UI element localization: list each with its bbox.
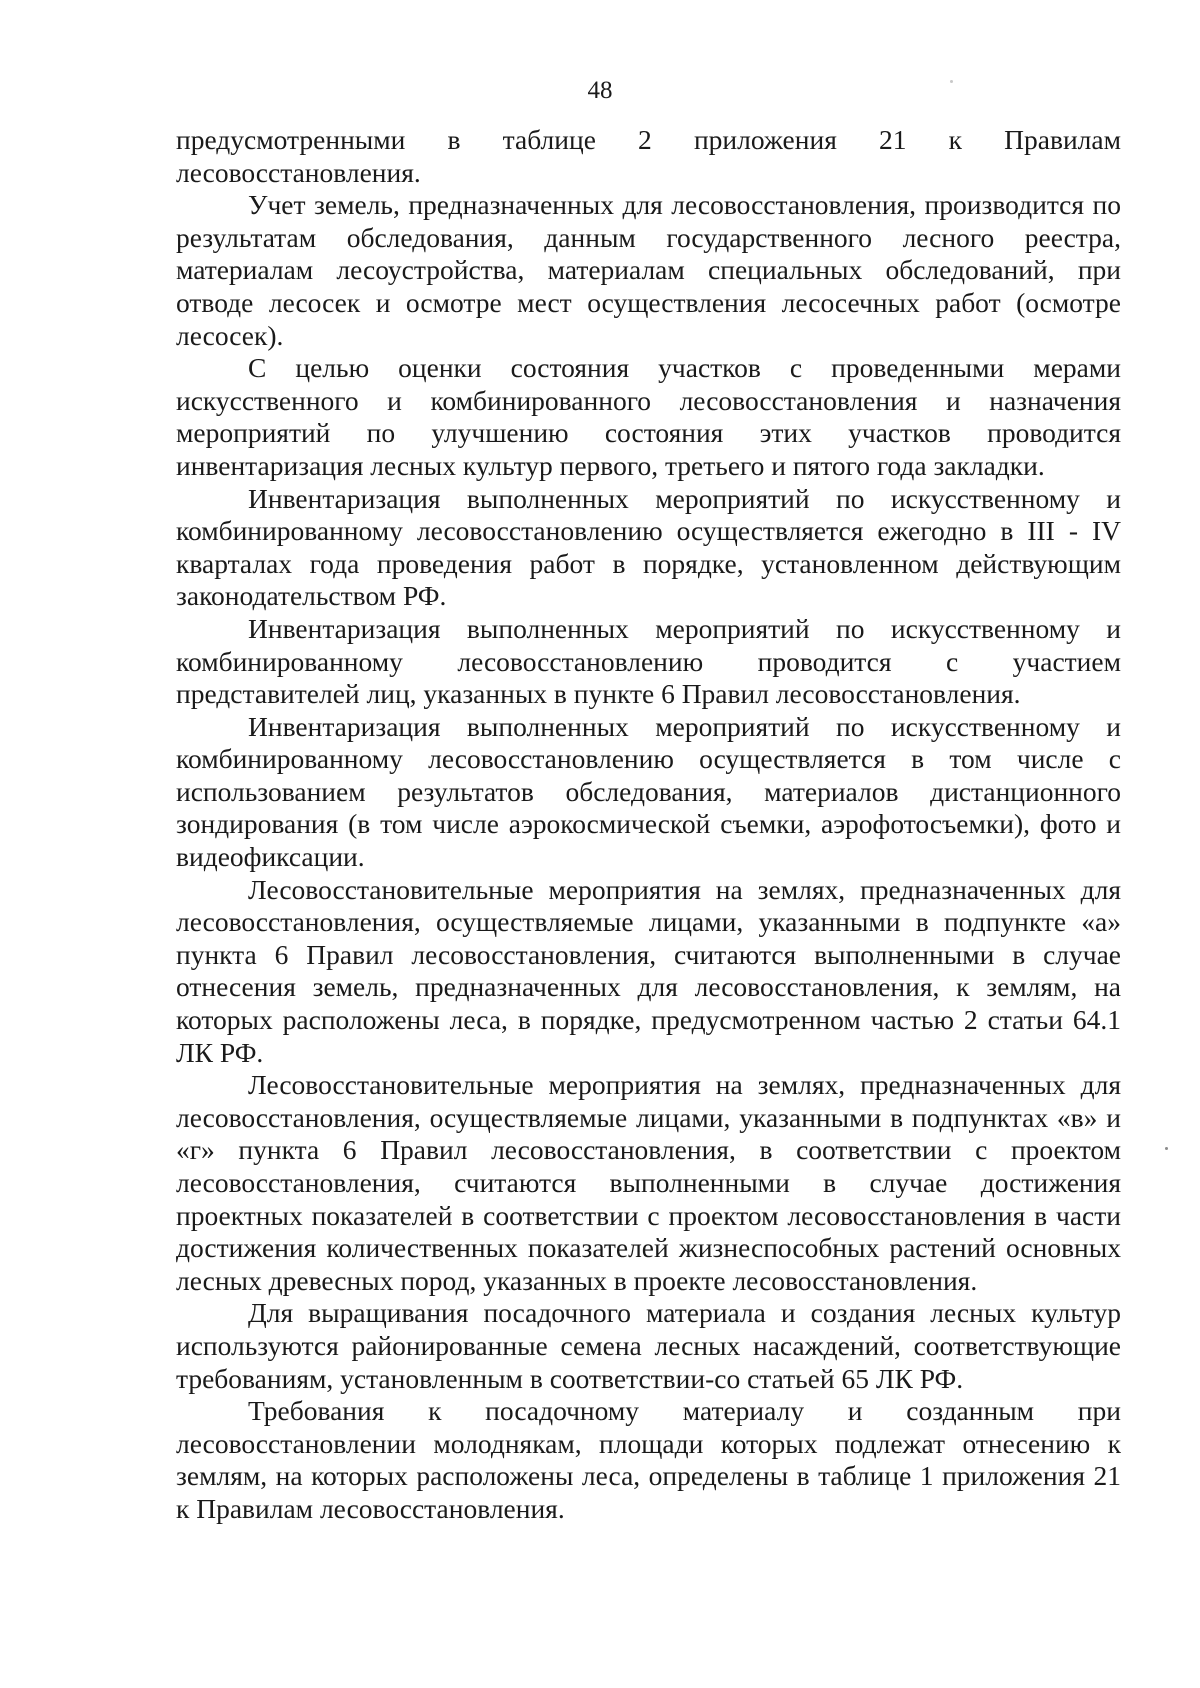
- paragraph-continuation: предусмотренными в таблице 2 приложения 21 к Правилам лесовосстановления.: [176, 124, 1121, 188]
- paragraph-completion-subpoints-v-g: Лесовосстановительные мероприятия на землях, предназначенных для лесовосстановления, осуществляемые лицами, указанными в подпунктах «в» и «г» пункта 6 Правил лесовосстановления, в соответствии с проектом лесовосстановления, считаются выполненными в случае достижения проектных показателей в соответствии с проектом лесовосстановления в части достижения количественных показателей жизнеспособных растений основных лесных древесных пород, указанных в проекте лесовосстановления.: [176, 1069, 1121, 1296]
- paragraph-completion-subpoint-a: Лесовосстановительные мероприятия на землях, предназначенных для лесовосстановления, осуществляемые лицами, указанными в подпункте «а» пункта 6 Правил лесовосстановления, считаются выполненными в случае отнесения земель, предназначенных для лесовосстановления, к землям, на которых расположены леса, в порядке, предусмотренном частью 2 статьи 64.1 ЛК РФ.: [176, 873, 1121, 1068]
- paragraph-planting-material-requirements: Требования к посадочному материалу и созданным при лесовосстановлении молоднякам, площади которых подлежат отнесению к землям, на которых расположены леса, определены в таблице 1 приложения 21 к Правилам лесовосстановления.: [176, 1395, 1121, 1524]
- scan-speck: [950, 80, 953, 83]
- paragraph-inventory-schedule: Инвентаризация выполненных мероприятий по искусственному и комбинированному лесовосстановлению осуществляется ежегодно в III - IV кварталах года проведения работ в порядке, установленном действующим законодательством РФ.: [176, 482, 1121, 612]
- scan-speck: [1165, 1147, 1168, 1150]
- page-number: 48: [587, 77, 613, 104]
- paragraph-seed-requirements: Для выращивания посадочного материала и создания лесных культур используются районированные семена лесных насаждений, соответствующие требованиям, установленным в соответствии-со статьей 65 ЛК РФ.: [176, 1297, 1121, 1394]
- paragraph-inventory-participants: Инвентаризация выполненных мероприятий по искусственному и комбинированному лесовосстановлению проводится с участием представителей лиц, указанных в пункте 6 Правил лесовосстановления.: [176, 612, 1121, 710]
- paragraph-inventory-methods: Инвентаризация выполненных мероприятий по искусственному и комбинированному лесовосстановлению осуществляется в том числе с использованием результатов обследования, материалов дистанционного зондирования (в том числе аэрокосмической съемки, аэрофотосъемки), фото и видеофиксации.: [176, 710, 1121, 873]
- document-body: [176, 124, 1121, 1526]
- paragraph-land-accounting: Учет земель, предназначенных для лесовосстановления, производится по результатам обследования, данным государственного лесного реестра, материалам лесоустройства, материалам специальных обследований, при отводе лесосек и осмотре мест осуществления лесосечных работ (осмотре лесосек).: [176, 189, 1121, 351]
- paragraph-inventory-purpose: С целью оценки состояния участков с проведенными мерами искусственного и комбинированного лесовосстановления и назначения мероприятий по улучшению состояния этих участков проводится инвентаризация лесных культур первого, третьего и пятого года закладки.: [176, 352, 1121, 481]
